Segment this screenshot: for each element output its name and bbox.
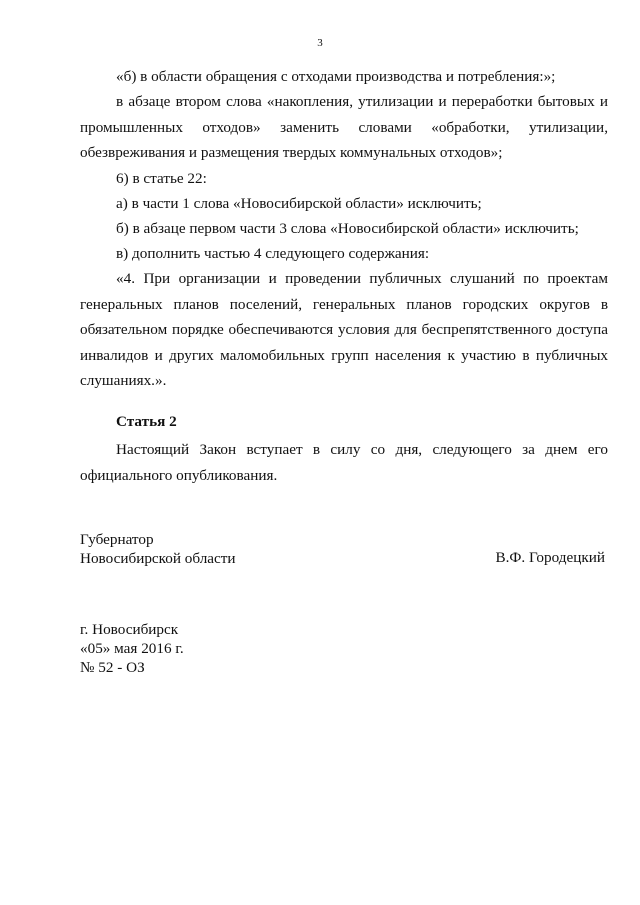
article-text: Настоящий Закон вступает в силу со дня, следующего за днем его официального опубликования. [80, 441, 608, 484]
signatory-name: В.Ф. Городецкий [495, 549, 605, 566]
amendment-paragraph-5: б) в абзаце первом части 3 слова «Новосибирской области» исключить; [116, 220, 579, 237]
article-heading: Статья 2 [116, 413, 177, 430]
amendment-paragraph-2: в абзаце втором слова «накопления, утилизации и переработки бытовых и промышленных отходов» заменить словами «обработки, утилизации, обезвреживания и размещения твердых коммунальных отходов»; [80, 93, 608, 161]
footer-date: «05» мая 2016 г. [80, 640, 184, 657]
signature-title-line2: Новосибирской области [80, 550, 236, 567]
footer-law-number: № 52 - ОЗ [80, 659, 145, 676]
page-number: 3 [317, 37, 323, 49]
amendment-paragraph-6: в) дополнить частью 4 следующего содержания: [116, 245, 430, 262]
amendment-paragraph-7: «4. При организации и проведении публичных слушаний по проектам генеральных планов поселений, генеральных планов городских округов в обязательном порядке обеспечиваются условия для беспрепятственного доступа инвалидов и других маломобильных групп населения к участию в публичных слушаниях.». [80, 270, 608, 389]
amendment-paragraph-3: 6) в статье 22: [116, 170, 207, 187]
signature-title-line1: Губернатор [80, 531, 154, 548]
footer-city: г. Новосибирск [80, 621, 179, 638]
amendment-paragraph-4: а) в части 1 слова «Новосибирской области» исключить; [116, 195, 482, 212]
amendment-paragraph-1: «б) в области обращения с отходами производства и потребления:»; [116, 68, 556, 85]
